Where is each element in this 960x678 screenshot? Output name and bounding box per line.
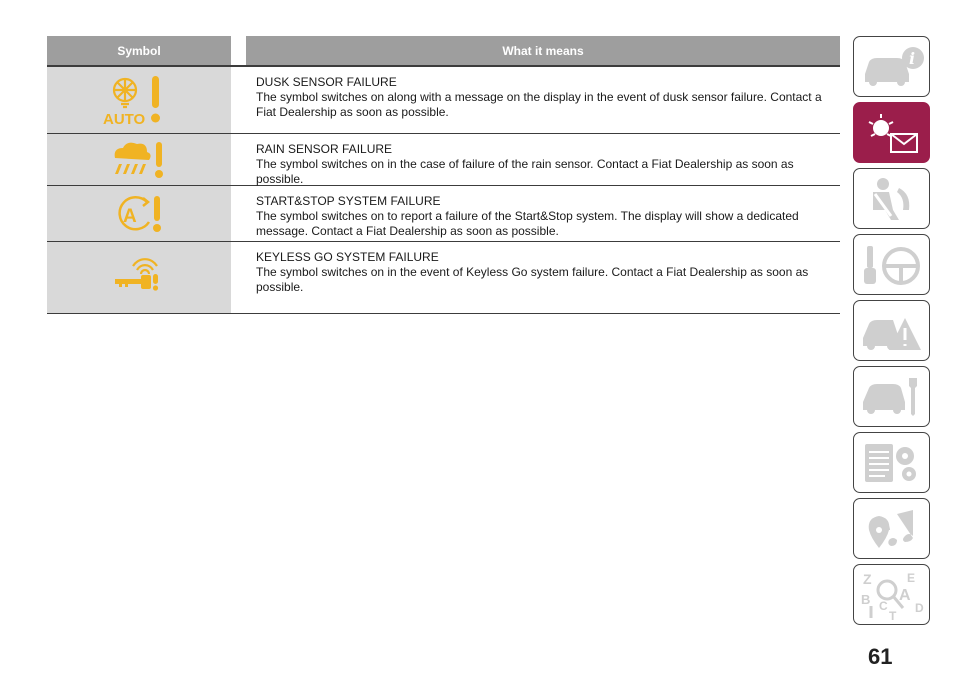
start-stop-failure-icon (111, 192, 167, 236)
tab-emergency[interactable] (853, 300, 930, 361)
svg-text:A: A (898, 586, 911, 604)
header-symbol: Symbol (47, 36, 231, 65)
svg-text:T: T (888, 608, 896, 620)
table-row (47, 134, 840, 186)
warning-light-message-icon (859, 110, 925, 156)
warning-lights-table (47, 36, 840, 314)
tab-technical-data[interactable] (853, 432, 930, 493)
header-meaning: What it means (246, 36, 840, 65)
dusk-sensor-failure-icon (101, 72, 177, 128)
tab-multimedia[interactable] (853, 498, 930, 559)
row-title: START&STOP SYSTEM FAILURE (256, 194, 441, 208)
car-maintenance-icon (859, 374, 925, 420)
tab-safety[interactable] (853, 168, 930, 229)
svg-text:AUTO: AUTO (103, 111, 146, 128)
table-row (47, 67, 840, 134)
index-icon (859, 570, 925, 620)
chapter-tabs (853, 36, 932, 630)
svg-text:E: E (906, 570, 915, 585)
row-title: DUSK SENSOR FAILURE (256, 75, 397, 89)
row-text: The symbol switches on along with a message on the display in the event of dusk sensor failure. Contact a Fiat Dealership as soon as possible. (256, 90, 822, 119)
row-title: RAIN SENSOR FAILURE (256, 142, 393, 156)
row-text: The symbol switches on in the case of failure of the rain sensor. Contact a Fiat Dealership as soon as possible. (256, 157, 794, 186)
tab-maintenance[interactable] (853, 366, 930, 427)
table-row (47, 242, 840, 314)
svg-text:D: D (914, 600, 924, 615)
car-info-icon (859, 44, 925, 90)
tab-car-info[interactable] (853, 36, 930, 97)
multimedia-icon (859, 506, 925, 552)
page-number: 61 (868, 644, 893, 669)
safety-seatbelt-icon (859, 176, 925, 222)
row-text: The symbol switches on to report a failure of the Start&Stop system. The display will show a dedicated message. Contact a Fiat Dealership as soon as possible. (256, 209, 799, 238)
table-header (47, 36, 840, 67)
row-text: The symbol switches on in the event of Keyless Go system failure. Contact a Fiat Dealership as soon as possible. (256, 265, 809, 294)
table-row (47, 186, 840, 242)
svg-text:C: C (878, 598, 888, 613)
car-emergency-icon (859, 308, 925, 354)
tab-index[interactable] (853, 564, 930, 625)
svg-text:i: i (908, 48, 915, 68)
row-title: KEYLESS GO SYSTEM FAILURE (256, 250, 439, 264)
keyless-go-failure-icon (113, 252, 165, 292)
tab-warning-lights[interactable] (853, 102, 930, 163)
svg-text:B: B (860, 591, 870, 607)
svg-text:A: A (123, 205, 137, 227)
svg-text:Z: Z (862, 570, 872, 587)
technical-data-icon (859, 440, 925, 486)
key-steering-wheel-icon (859, 242, 925, 288)
rain-sensor-failure-icon (109, 140, 169, 180)
tab-starting-driving[interactable] (853, 234, 930, 295)
